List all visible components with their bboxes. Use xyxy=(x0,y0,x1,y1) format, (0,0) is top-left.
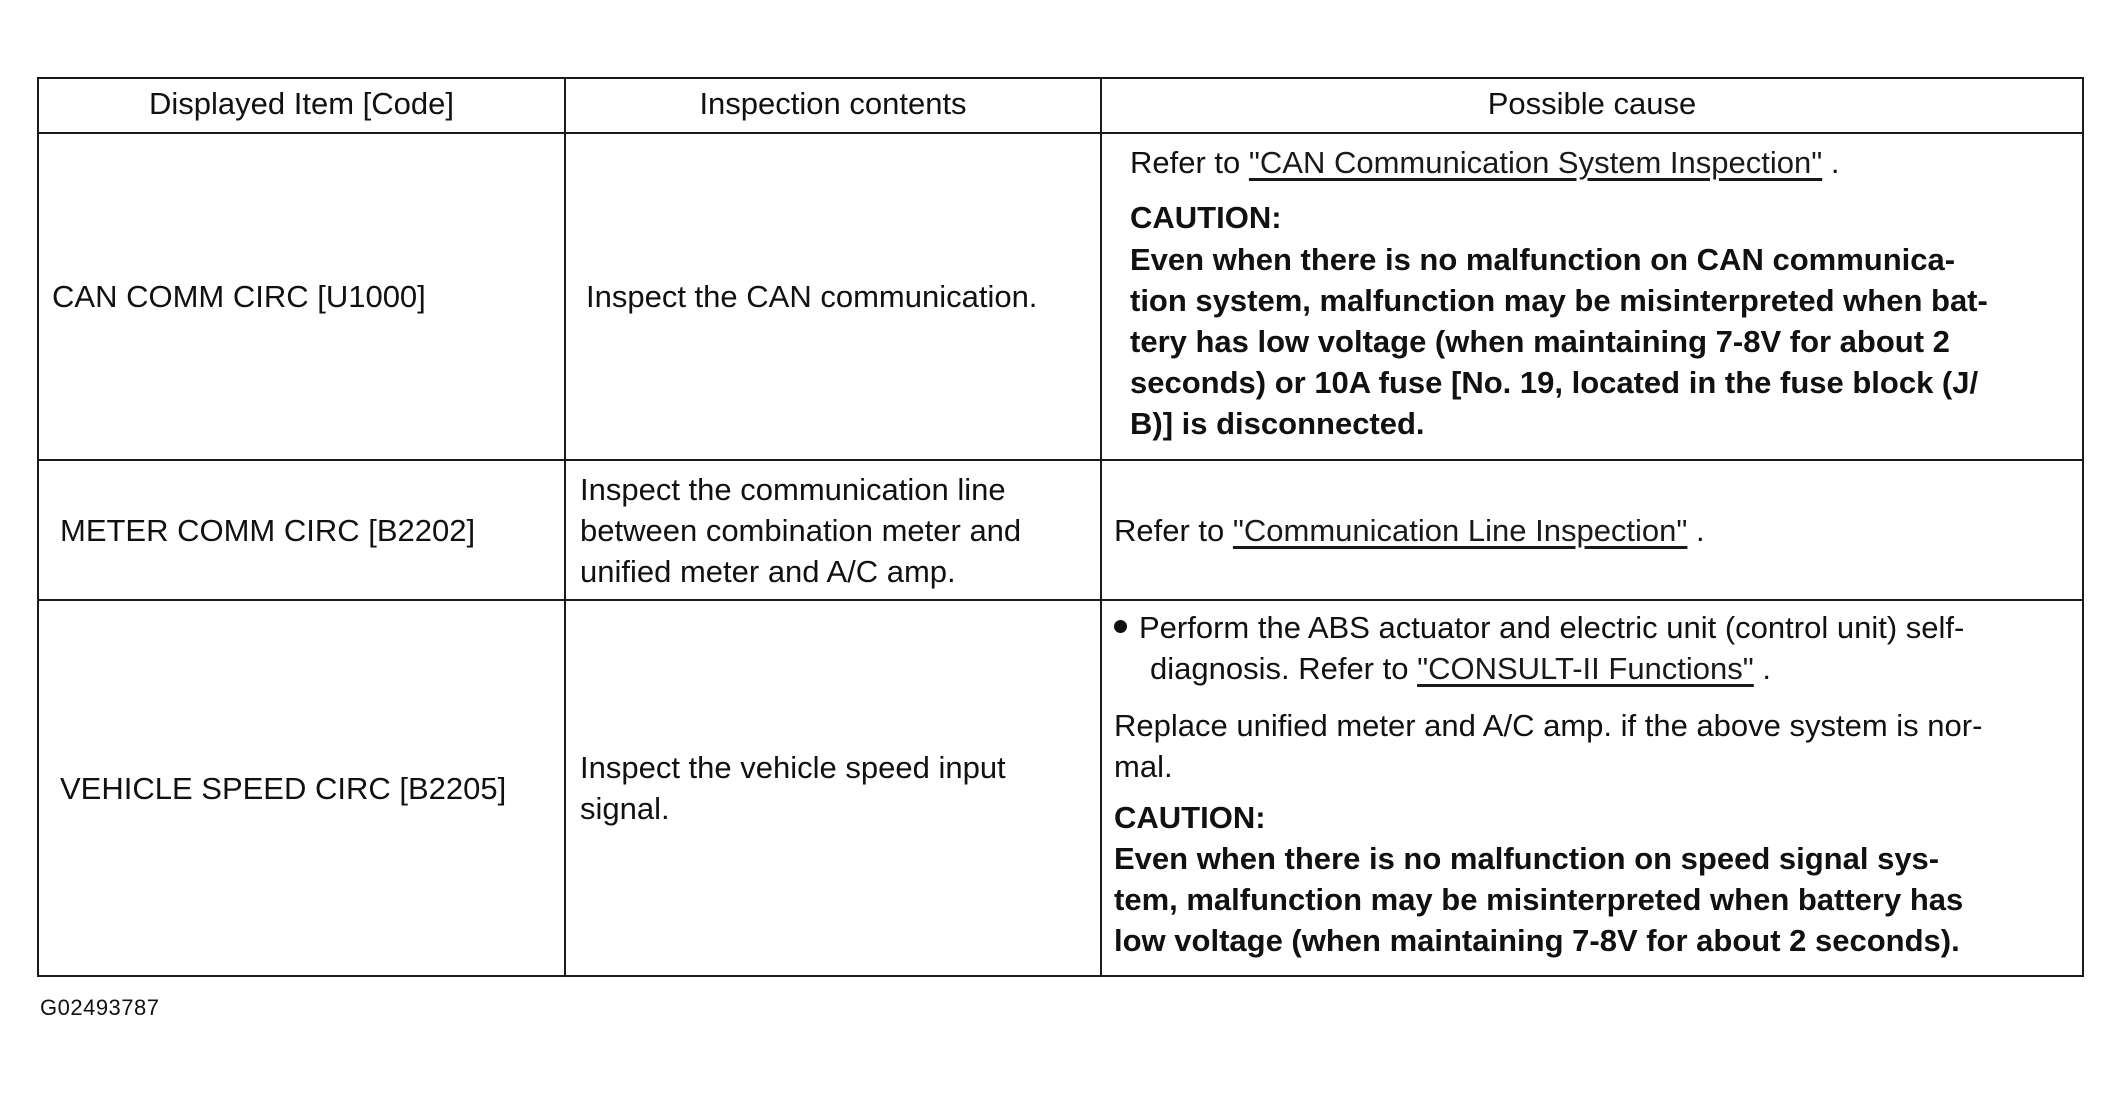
row1-item: CAN COMM CIRC [U1000] xyxy=(52,279,426,314)
row1-refer-prefix: Refer to xyxy=(1130,145,1249,180)
row1-inspection-cell xyxy=(566,134,1102,459)
row2-refer-suffix: . xyxy=(1687,512,1705,548)
diagnosis-table xyxy=(37,77,2084,977)
row1-caution-line: seconds) or 10A fuse [No. 19, located in the fuse block (J/ xyxy=(1130,365,1979,400)
table-row xyxy=(39,132,2082,459)
row1-refer-line xyxy=(1130,142,2070,183)
row3-caution-line: tem, malfunction may be misinterpreted when battery has xyxy=(1114,882,1964,917)
row3-item: VEHICLE SPEED CIRC [B2205] xyxy=(60,770,507,806)
header-displayed-item: Displayed Item [Code] xyxy=(39,79,566,132)
row3-replace-line: mal. xyxy=(1114,749,1173,784)
row2-item-cell xyxy=(39,461,566,599)
row3-inspection-line: Inspect the vehicle speed input xyxy=(580,750,1006,785)
header-possible-cause: Possible cause xyxy=(1487,85,1697,121)
header-inspection-contents: Inspection contents xyxy=(566,79,1102,132)
row1-caution-label: CAUTION: xyxy=(1130,200,1282,235)
row3-bullet-line: diagnosis. Refer to xyxy=(1150,651,1418,686)
row1-cause-cell xyxy=(1102,134,2082,459)
figure-id: G02493787 xyxy=(40,995,160,1020)
row2-inspection-line: between combination meter and xyxy=(580,512,1022,548)
row1-caution-text xyxy=(1130,239,2070,444)
row1-caution-line: B)] is disconnected. xyxy=(1130,406,1425,441)
row1-inspection: Inspect the CAN communication. xyxy=(586,279,1038,314)
row2-inspection xyxy=(580,469,1021,592)
row2-refer-line xyxy=(1114,510,1705,551)
row2-refer-prefix: Refer to xyxy=(1114,512,1233,548)
row3-inspection-cell xyxy=(566,601,1102,975)
row3-caution-label: CAUTION: xyxy=(1114,800,1266,835)
row3-caution-line: Even when there is no malfunction on speed signal sys- xyxy=(1114,841,1940,876)
row2-item: METER COMM CIRC [B2202] xyxy=(60,512,476,548)
row3-replace-text xyxy=(1114,705,2070,787)
row3-bullet-suffix: . xyxy=(1753,651,1772,686)
row1-caution-line: Even when there is no malfunction on CAN communica- xyxy=(1130,242,1956,277)
row3-caution-line: low voltage (when maintaining 7-8V for about 2 seconds). xyxy=(1114,923,1960,958)
table-header-row xyxy=(39,79,2082,132)
table-row xyxy=(39,459,2082,599)
row3-bullet-item xyxy=(1114,607,2070,689)
can-inspection-link[interactable]: "CAN Communication System Inspection" xyxy=(1248,145,1823,180)
row3-cause-cell xyxy=(1102,601,2082,975)
consult-ii-functions-link[interactable]: "CONSULT-II Functions" xyxy=(1417,651,1754,686)
row2-cause-cell xyxy=(1102,461,2082,599)
row2-inspection-cell xyxy=(566,461,1102,599)
communication-line-inspection-link[interactable]: "Communication Line Inspection" xyxy=(1232,512,1688,548)
row2-inspection-line: Inspect the communication line xyxy=(580,471,1006,507)
row3-caution-text xyxy=(1114,838,2070,961)
row3-inspection xyxy=(580,747,1006,829)
row3-replace-line: Replace unified meter and A/C amp. if the above system is nor- xyxy=(1114,708,1983,743)
bullet-icon xyxy=(1114,620,1127,633)
table-row xyxy=(39,599,2082,975)
row1-caution-line: tion system, malfunction may be misinterpreted when bat- xyxy=(1130,283,1988,318)
row3-item-cell xyxy=(39,601,566,975)
row3-bullet-line: Perform the ABS actuator and electric unit (control unit) self- xyxy=(1139,610,1965,645)
row2-inspection-line: unified meter and A/C amp. xyxy=(580,553,956,589)
row3-inspection-line: signal. xyxy=(580,791,670,826)
row1-caution-line: tery has low voltage (when maintaining 7-8V for about 2 xyxy=(1130,324,1950,359)
row1-refer-suffix: . xyxy=(1822,145,1840,180)
row1-item-cell xyxy=(39,134,566,459)
